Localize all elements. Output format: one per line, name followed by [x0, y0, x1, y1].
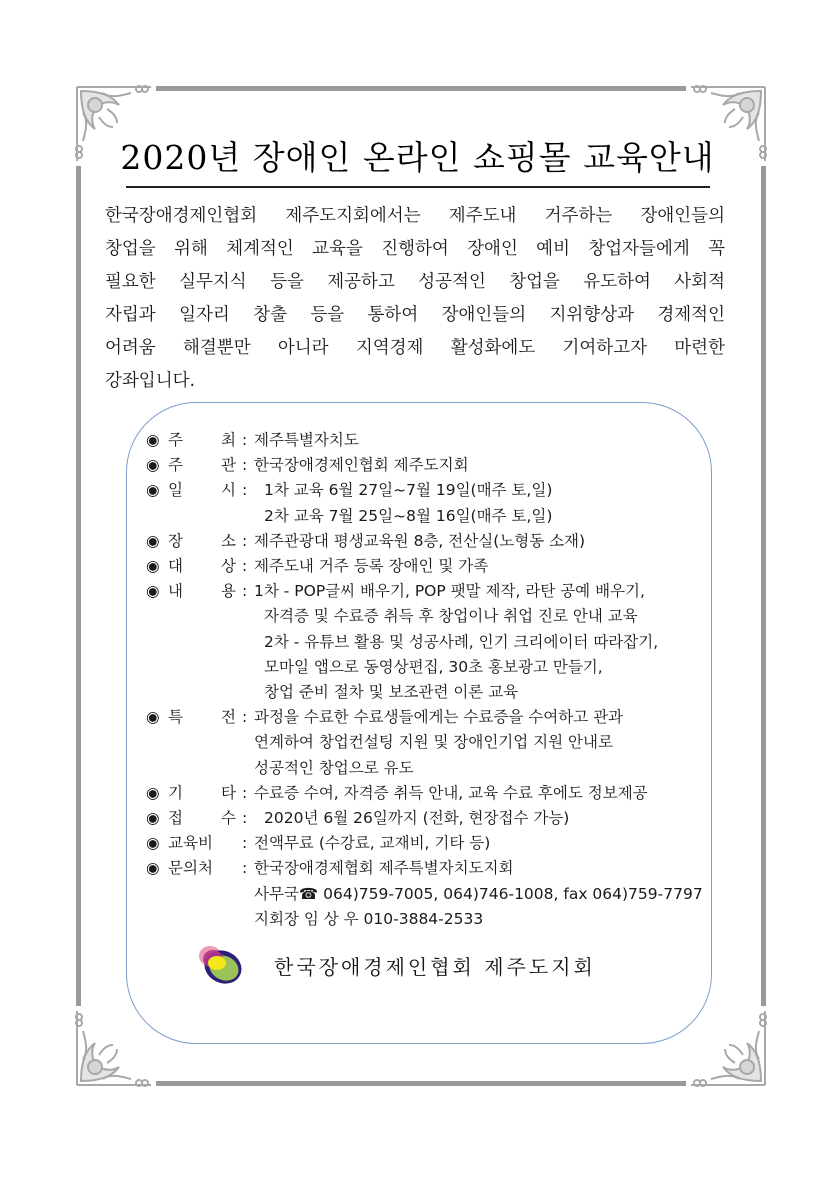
bullet-icon: ◉: [146, 809, 160, 828]
info-label: 기 타: [168, 783, 236, 802]
info-row-contact: [146, 856, 703, 881]
organization-signature: [198, 944, 596, 986]
info-value: 제주관광대 평생교육원 8층, 전산실(노형동 소재): [254, 531, 586, 550]
intro-line: 필요한 실무지식 등을 제공하고 성공적인 창업을 유도하여 사회적: [105, 272, 725, 292]
info-value: 2020년 6월 26일까지 (전화, 현장접수 가능): [264, 809, 570, 828]
info-value: 제주특별자치도: [254, 431, 359, 449]
intro-line: 어려움 해결뿐만 아니라 지역경제 활성화에도 기여하고자 마련한: [105, 338, 725, 358]
info-label: 일 시: [168, 481, 236, 500]
info-label: 장 소: [168, 531, 236, 550]
info-value: 과정을 수료한 수료생들에게는 수료증을 수여하고 관과: [254, 708, 624, 727]
info-value: 1차 교육 6월 27일~7월 19일(매주 토,일): [264, 481, 553, 500]
frame-border-top: [156, 86, 686, 91]
info-row-target: [146, 554, 703, 579]
title-underline: [126, 186, 710, 188]
colon: :: [242, 582, 248, 601]
info-value: 사무국☎ 064)759-7005, 064)746-1008, fax 064)759-7797: [254, 884, 703, 903]
info-label: 대 상: [168, 557, 236, 576]
info-row-host: [146, 428, 703, 453]
bullet-icon: ◉: [146, 783, 160, 802]
info-row-apply: [146, 806, 703, 831]
info-value: 창업 준비 절차 및 보조관련 이론 교육: [264, 683, 519, 702]
info-value: 연계하여 창업컨설팅 지원 및 장애인기업 지원 안내로: [254, 733, 613, 752]
intro-line: 자립과 일자리 창출 등을 통하여 장애인들의 지위향상과 경제적인: [105, 305, 725, 325]
frame-border-bottom: [156, 1081, 686, 1086]
colon: :: [242, 859, 248, 878]
info-value: 자격증 및 수료증 취득 후 창업이나 취업 진로 안내 교육: [264, 607, 638, 626]
info-label: 주 관: [168, 456, 236, 475]
intro-line: 한국장애경제인협회 제주도지회에서는 제주도내 거주하는 장애인들의: [105, 206, 725, 226]
info-label: 교육비: [168, 834, 213, 853]
info-value: 전액무료 (수강료, 교재비, 기타 등): [254, 834, 491, 853]
info-row-content: [146, 579, 703, 604]
frame-border-right: [761, 166, 766, 1006]
intro-line: 강좌입니다.: [105, 371, 196, 391]
info-value: 1차 - POP글씨 배우기, POP 팻말 제작, 라탄 공예 배우기,: [254, 582, 645, 601]
intro-line: 창업을 위해 체계적인 교육을 진행하여 장애인 예비 창업자들에게 꼭: [105, 239, 725, 259]
info-value: 한국장애경제협회 제주특별자치도지회: [254, 859, 514, 878]
organization-logo-icon: [198, 944, 244, 986]
info-label: 문의처: [168, 859, 213, 878]
info-row-schedule: [146, 478, 703, 503]
info-label: 내 용: [168, 582, 236, 601]
info-value: 제주도내 거주 등록 장애인 및 가족: [254, 557, 489, 576]
frame-border-left: [76, 166, 81, 1006]
colon: :: [242, 531, 248, 550]
colon: :: [242, 783, 248, 802]
bullet-icon: ◉: [146, 531, 160, 550]
bullet-icon: ◉: [146, 582, 160, 601]
info-value: 2차 교육 7월 25일~8월 16일(매주 토,일): [264, 506, 553, 525]
colon: :: [242, 481, 248, 500]
intro-paragraph: [105, 200, 725, 398]
bullet-icon: ◉: [146, 431, 160, 449]
info-row-venue: [146, 529, 703, 554]
colon: :: [242, 431, 248, 449]
bullet-icon: ◉: [146, 708, 160, 727]
info-row-etc: [146, 781, 703, 806]
page-title: 2020년 장애인 온라인 쇼핑몰 교육안내: [120, 138, 715, 177]
info-label: 접 수: [168, 809, 236, 828]
info-value: 2차 - 유튜브 활용 및 성공사례, 인기 크리에이터 따라잡기,: [264, 632, 659, 651]
bullet-icon: ◉: [146, 456, 160, 475]
bullet-icon: ◉: [146, 834, 160, 853]
info-value: 지회장 임 상 우 010-3884-2533: [254, 909, 484, 928]
info-label: 주 최: [168, 431, 236, 449]
bullet-icon: ◉: [146, 859, 160, 878]
info-row-benefit: [146, 705, 703, 730]
info-row-organizer: [146, 453, 703, 478]
colon: :: [242, 456, 248, 475]
info-value: 수료증 수여, 자격증 취득 안내, 교육 수료 후에도 정보제공: [254, 783, 648, 802]
info-label: 특 전: [168, 708, 236, 727]
info-value: 한국장애경제인협회 제주도지회: [254, 456, 469, 475]
organization-name: 한국장애경제인협회 제주도지회: [274, 954, 596, 979]
bullet-icon: ◉: [146, 481, 160, 500]
ornament-corner-icon: [687, 1007, 769, 1089]
colon: :: [242, 557, 248, 576]
colon: :: [242, 809, 248, 828]
info-list: [146, 428, 703, 932]
bullet-icon: ◉: [146, 557, 160, 576]
info-value: 성공적인 창업으로 유도: [254, 758, 414, 777]
info-row-fee: [146, 831, 703, 856]
colon: :: [242, 834, 248, 853]
info-value: 모마일 앱으로 동영상편집, 30초 홍보광고 만들기,: [264, 657, 603, 676]
colon: :: [242, 708, 248, 727]
